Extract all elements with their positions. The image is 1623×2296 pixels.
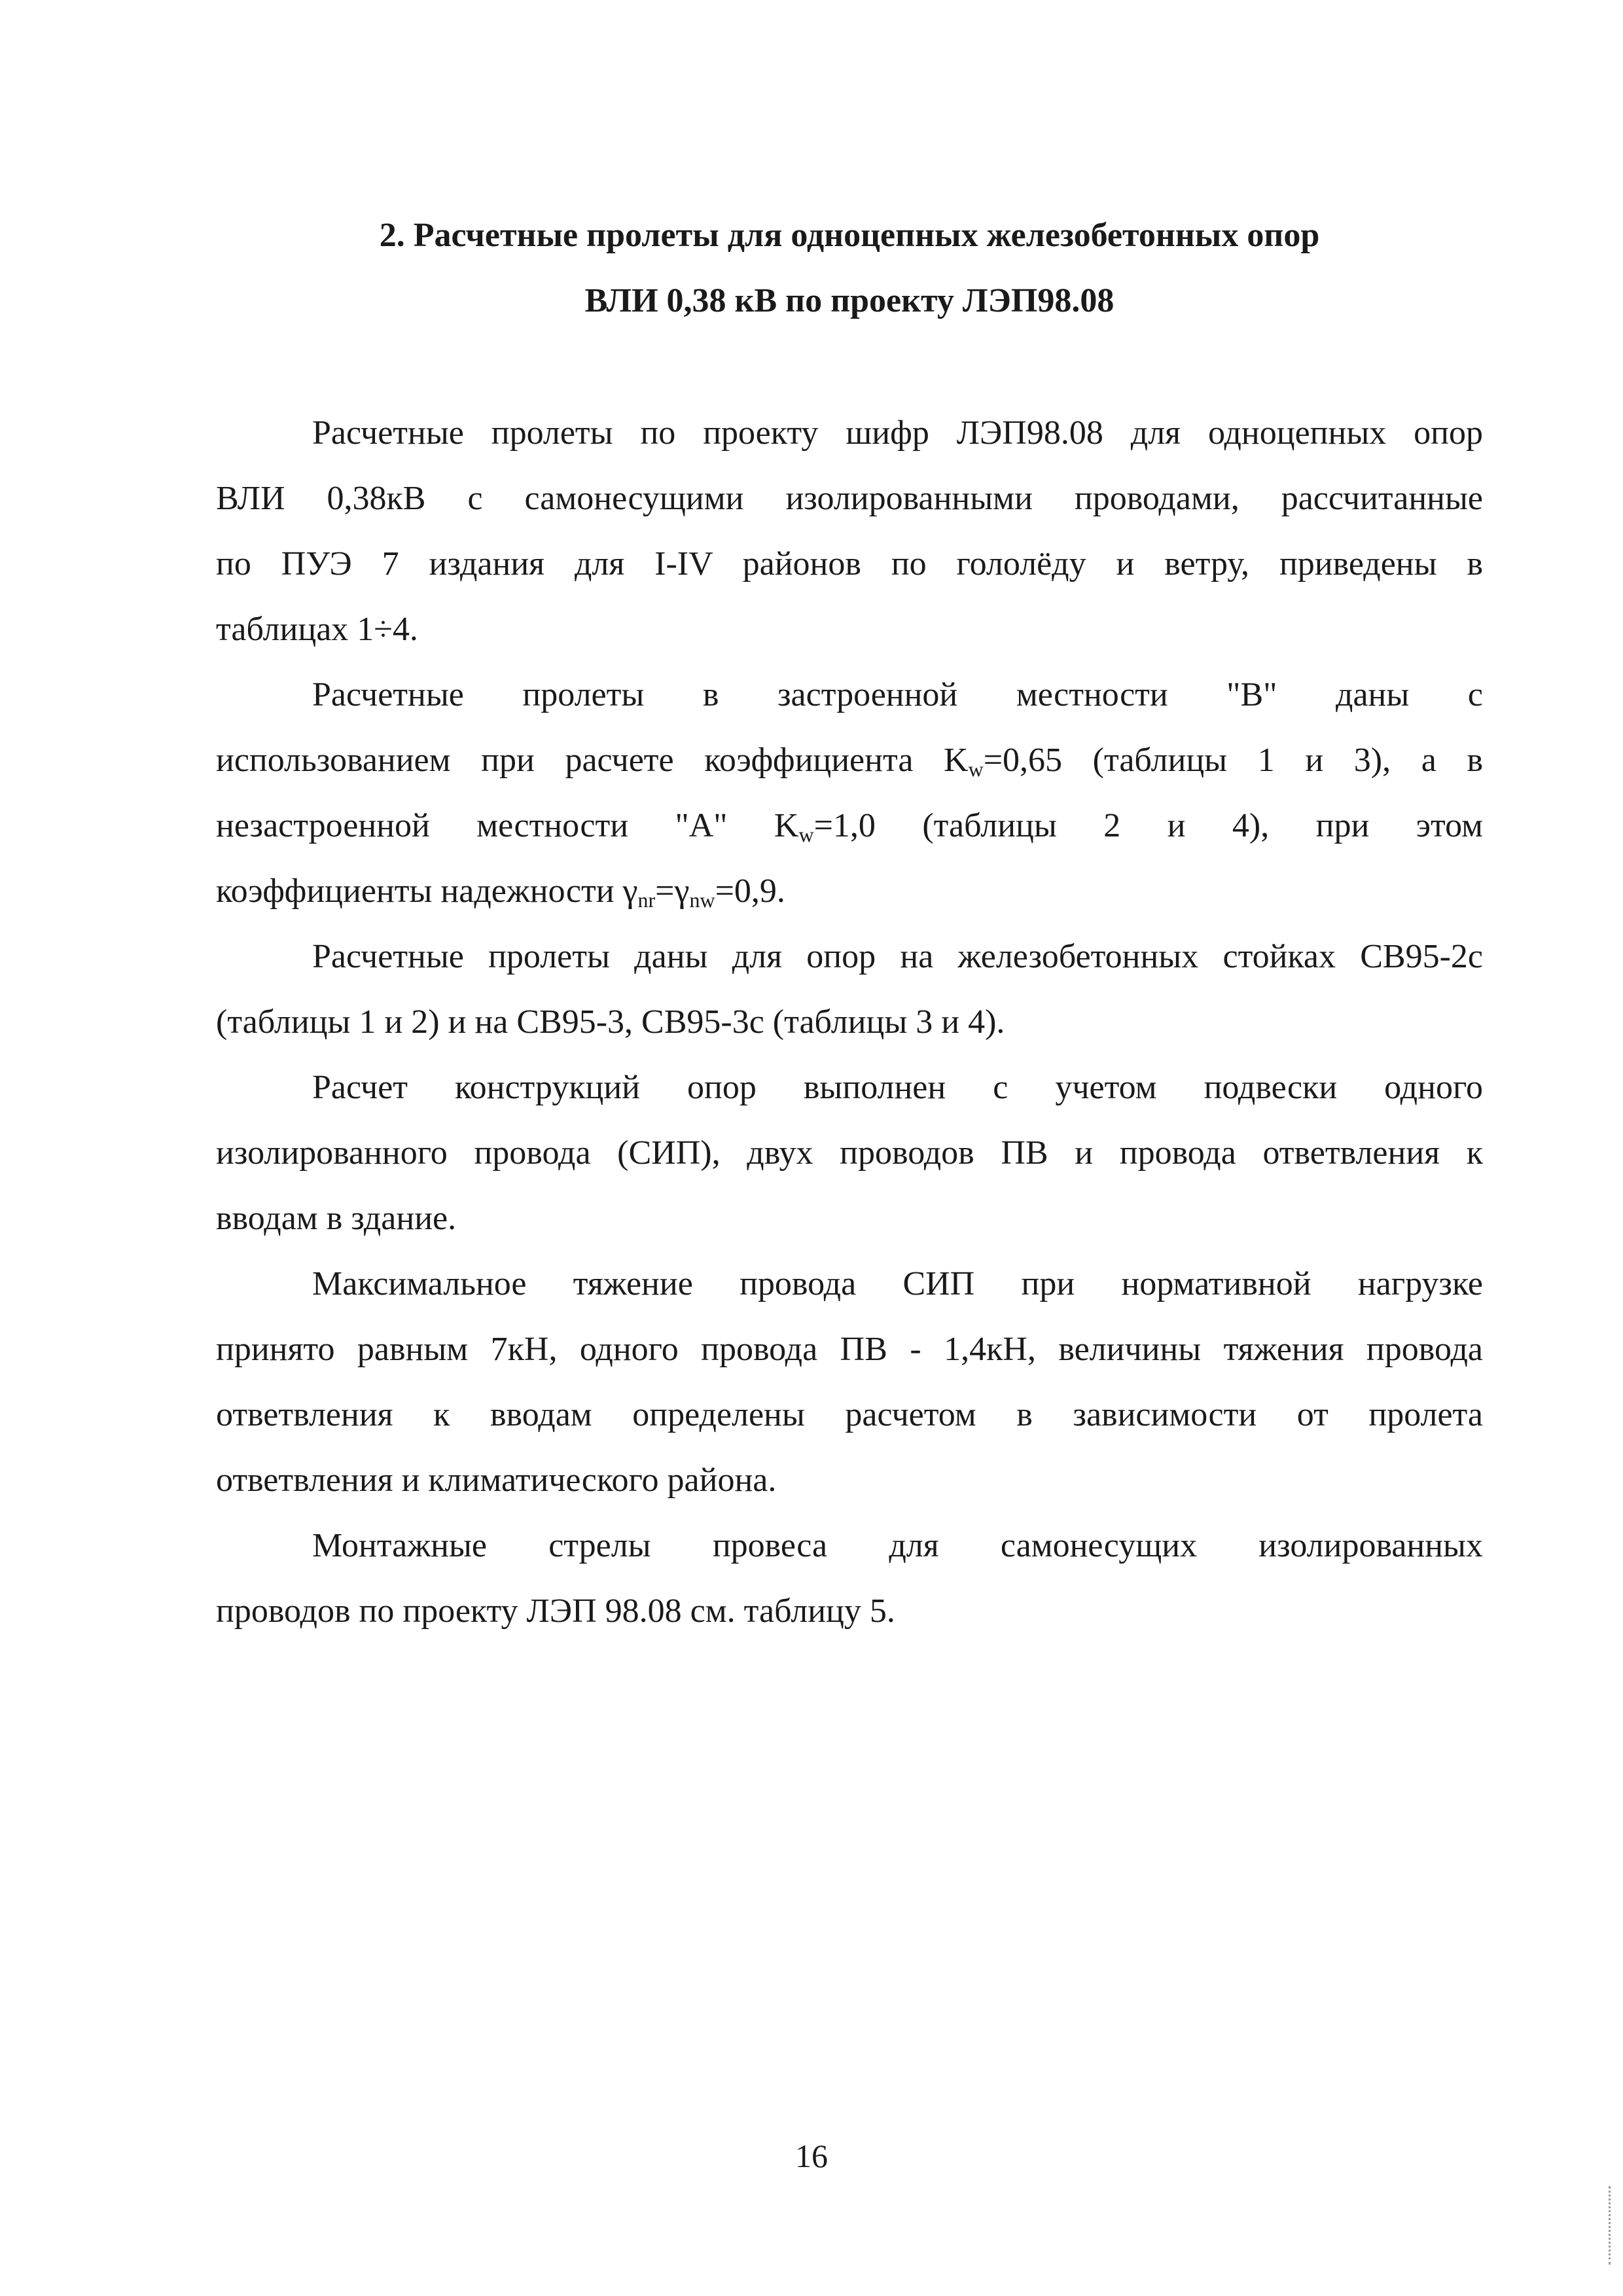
text-line: ответвления к вводам определены расчетом в зависимости от пролета xyxy=(216,1396,1483,1433)
text-line: проводов по проекту ЛЭП 98.08 см. таблицу 5. xyxy=(216,1592,895,1630)
paragraph-3 xyxy=(216,924,1483,1055)
text-line: по ПУЭ 7 издания для I-IV районов по гололёду и ветру, приведены в xyxy=(216,545,1483,583)
text-line: таблицах 1÷4. xyxy=(216,611,418,648)
body-text xyxy=(216,401,1483,1644)
heading-line-1: 2. Расчетные пролеты для одноцепных железобетонных опор xyxy=(379,217,1320,254)
paragraph-2 xyxy=(216,662,1483,924)
text-line: (таблицы 1 и 2) и на СВ95-3, СВ95-3с (таблицы 3 и 4). xyxy=(216,1003,1005,1041)
text-line: Расчет конструкций опор выполнен с учетом подвески одного xyxy=(312,1069,1483,1106)
subscript-nw: nw xyxy=(689,888,715,912)
section-heading xyxy=(216,203,1483,334)
scan-artifact xyxy=(1609,2186,1613,2265)
paragraph-6 xyxy=(216,1513,1483,1644)
text-line xyxy=(216,859,1483,924)
paragraph-4 xyxy=(216,1055,1483,1251)
text-line xyxy=(216,793,1483,859)
subscript-w: w xyxy=(798,823,814,846)
text-line: ответвления и климатического района. xyxy=(216,1462,777,1499)
text-line: Расчетные пролеты даны для опор на железобетонных стойках СВ95-2с xyxy=(312,938,1483,975)
text-fragment: незастроенной местности "А" K xyxy=(216,807,799,844)
subscript-nr: nr xyxy=(637,888,656,912)
text-line xyxy=(216,728,1483,793)
text-line: вводам в здание. xyxy=(216,1200,457,1237)
text-line: Расчетные пролеты по проекту шифр ЛЭП98.08 для одноцепных опор xyxy=(312,414,1483,452)
text-line: Максимальное тяжение провода СИП при нормативной нагрузке xyxy=(312,1265,1483,1302)
page-number: 16 xyxy=(795,2138,828,2174)
text-fragment: использованием при расчете коэффициента K xyxy=(216,742,969,779)
text-line: изолированного провода (СИП), двух проводов ПВ и провода ответвления к xyxy=(216,1134,1483,1172)
text-fragment: =1,0 (таблицы 2 и 4), при этом xyxy=(813,807,1483,844)
paragraph-1 xyxy=(216,401,1483,662)
text-line: Расчетные пролеты в застроенной местности "В" даны с xyxy=(312,676,1483,713)
text-fragment: коэффициенты надежности γ xyxy=(216,872,638,910)
text-fragment: =0,65 (таблицы 1 и 3), а в xyxy=(983,742,1483,779)
heading-line-2: ВЛИ 0,38 кВ по проекту ЛЭП98.08 xyxy=(584,282,1115,319)
text-fragment: =0,9. xyxy=(715,872,785,910)
paragraph-5 xyxy=(216,1251,1483,1513)
text-line: ВЛИ 0,38кВ с самонесущими изолированными проводами, рассчитанные xyxy=(216,480,1483,517)
text-line: Монтажные стрелы провеса для самонесущих изолированных xyxy=(312,1527,1483,1564)
text-fragment: =γ xyxy=(655,872,690,910)
subscript-w: w xyxy=(968,757,984,781)
text-line: принято равным 7кН, одного провода ПВ - 1,4кН, величины тяжения провода xyxy=(216,1331,1483,1368)
